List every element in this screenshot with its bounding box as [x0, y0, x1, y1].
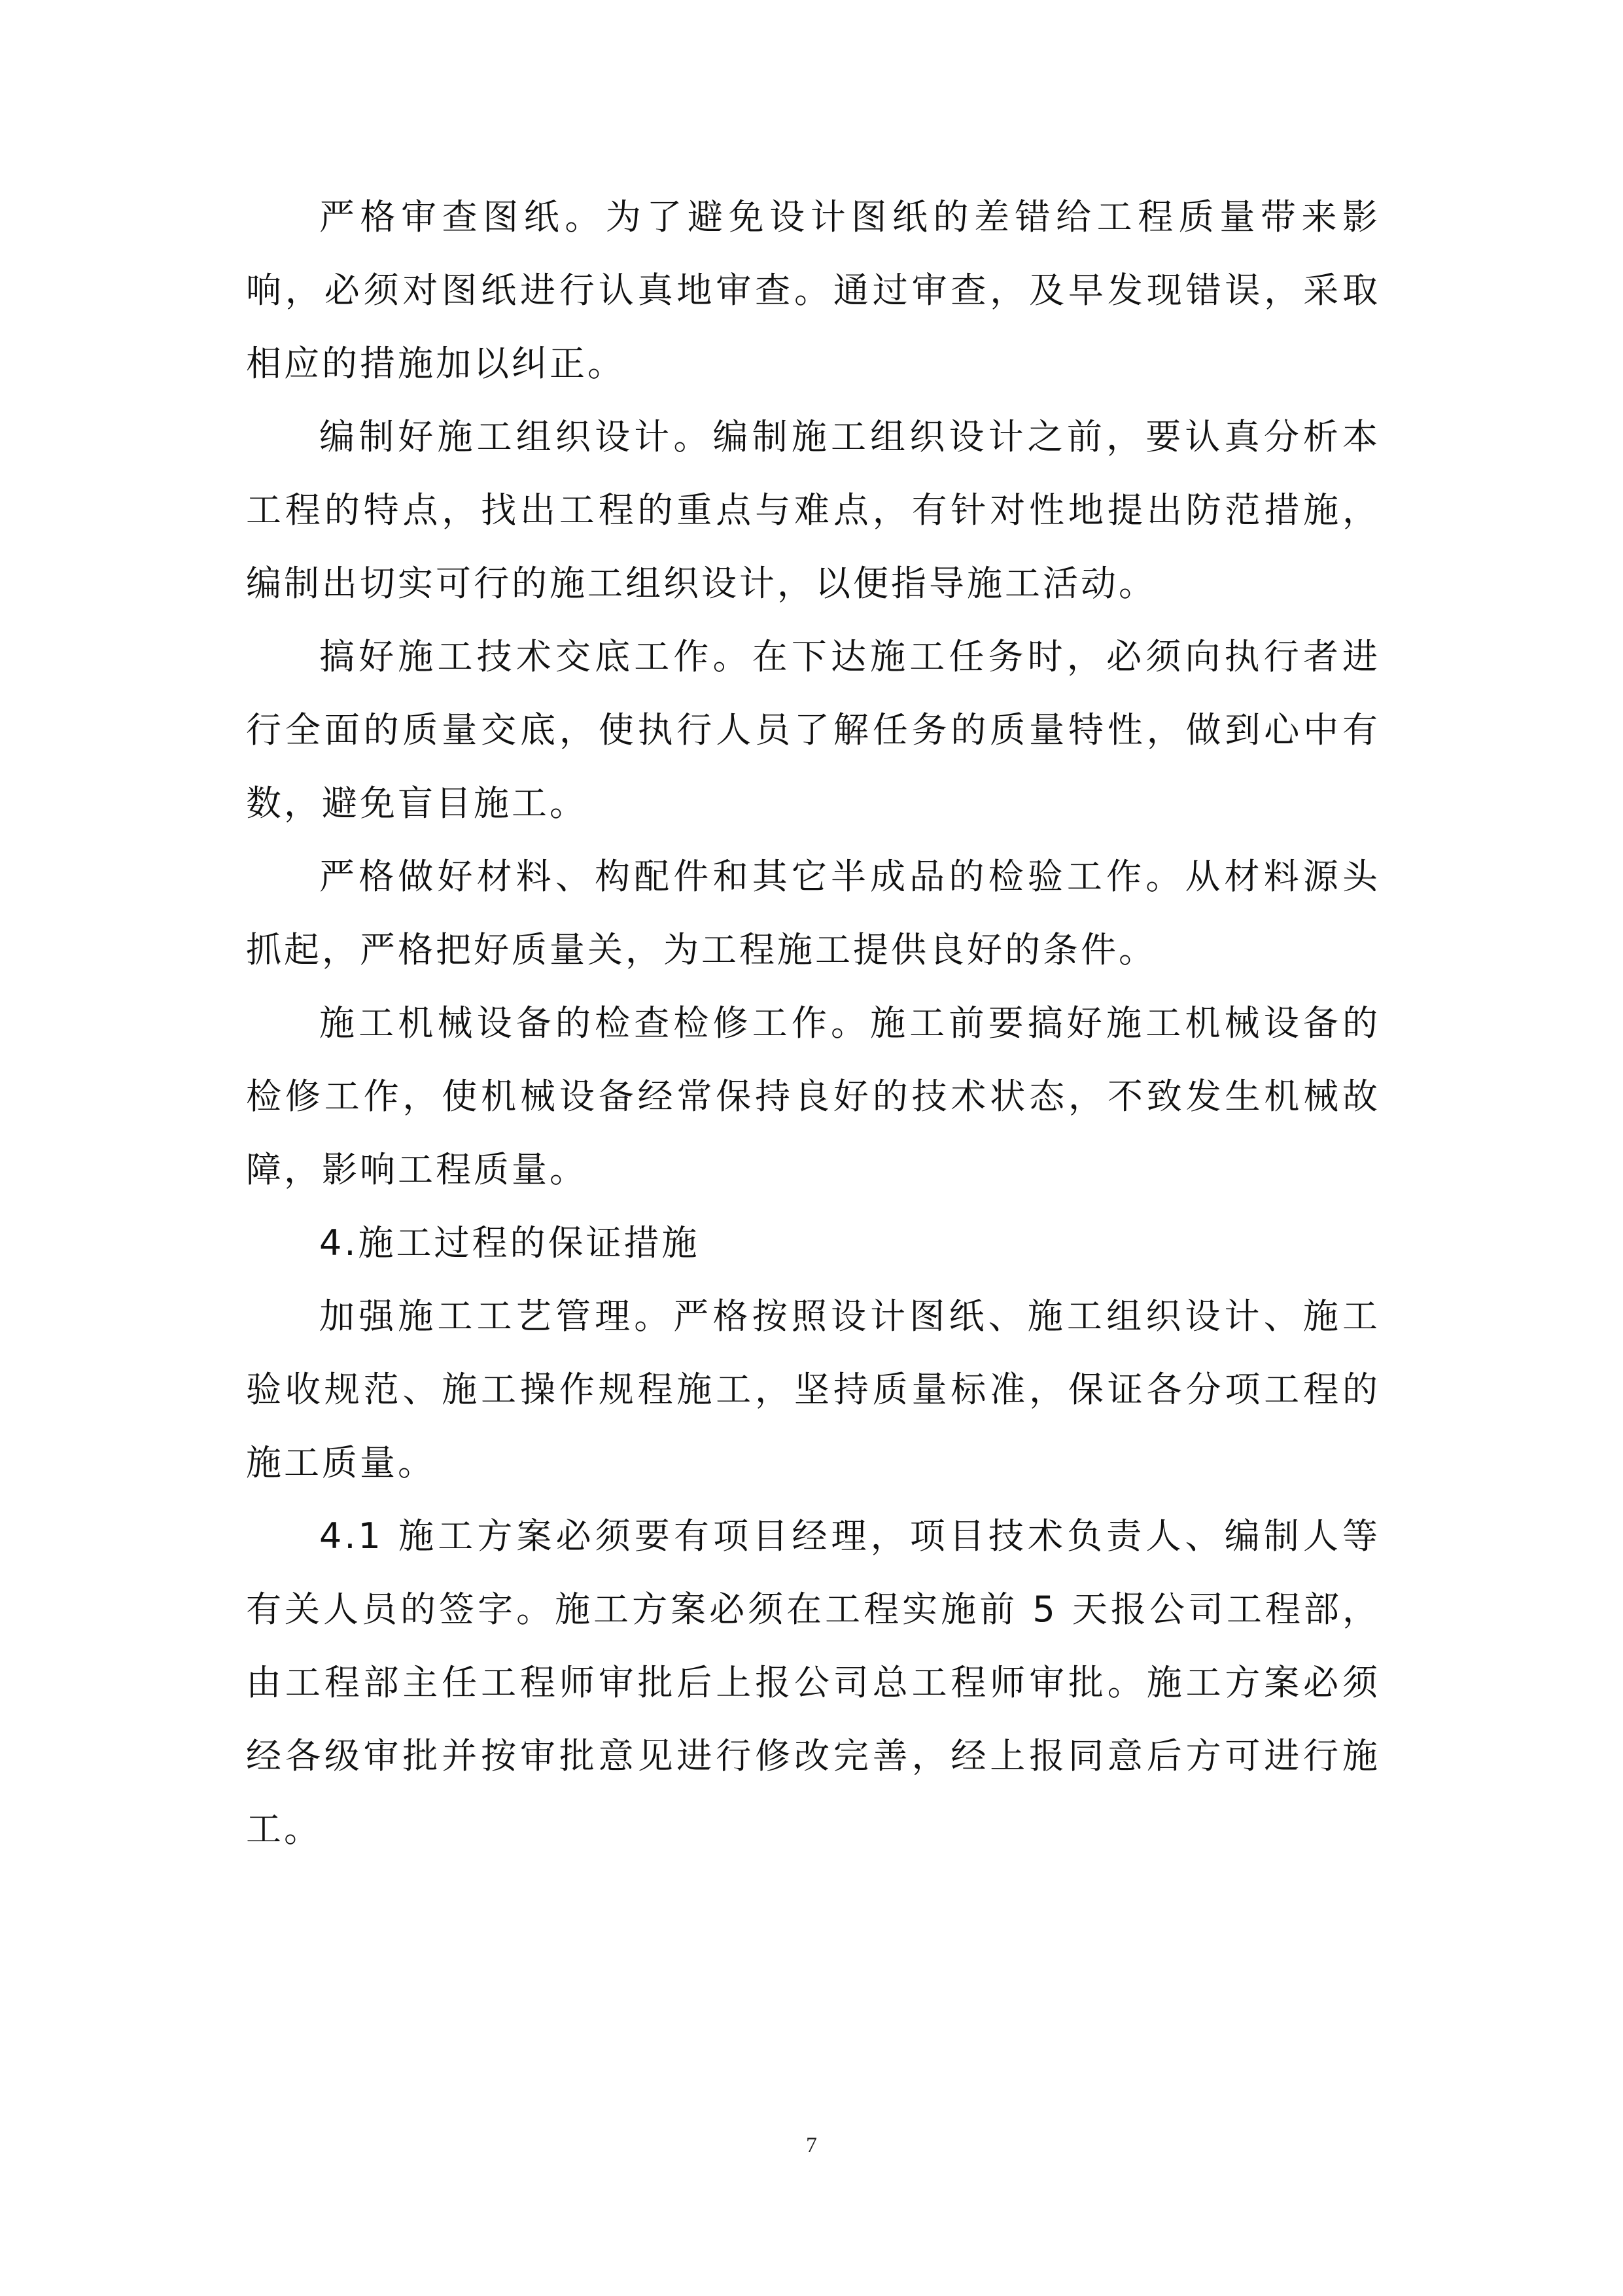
paragraph-material-inspection: 严格做好材料、构配件和其它半成品的检验工作。从材料源头抓起，严格把好质量关，为工程施工提供良好的条件。 — [246, 856, 1380, 970]
page-number: 7 — [806, 2133, 817, 2157]
paragraph-construction-design: 编制好施工组织设计。编制施工组织设计之前，要认真分析本工程的特点，找出工程的重点与难点，有针对性地提出防范措施，编制出切实可行的施工组织设计，以便指导施工活动。 — [246, 416, 1380, 604]
paragraph-equipment-inspection: 施工机械设备的检查检修工作。施工前要搞好施工机械设备的检修工作，使机械设备经常保持良好的技术状态，不致发生机械故障，影响工程质量。 — [246, 1002, 1380, 1190]
document-body — [246, 181, 1380, 1866]
paragraph-plan-approval: 4.1 施工方案必须要有项目经理，项目技术负责人、编制人等有关人员的签字。施工方案必须在工程实施前 5 天报公司工程部，由工程部主任工程师审批后上报公司总工程师审批。施工方案必须经各级审批并按审批意见进行修改完善，经上报同意后方可进行施工。 — [246, 1515, 1380, 1850]
paragraph-technical-briefing: 搞好施工技术交底工作。在下达施工任务时，必须向执行者进行全面的质量交底，使执行人员了解任务的质量特性，做到心中有数，避免盲目施工。 — [246, 636, 1380, 824]
paragraph-process-management: 加强施工工艺管理。严格按照设计图纸、施工组织设计、施工验收规范、施工操作规程施工，坚持质量标准，保证各分项工程的施工质量。 — [246, 1296, 1380, 1483]
paragraph-review-drawings: 严格审查图纸。为了避免设计图纸的差错给工程质量带来影响，必须对图纸进行认真地审查。通过审查，及早发现错误，采取相应的措施加以纠正。 — [246, 196, 1380, 384]
section-heading-process-measures: 4.施工过程的保证措施 — [319, 1222, 700, 1263]
